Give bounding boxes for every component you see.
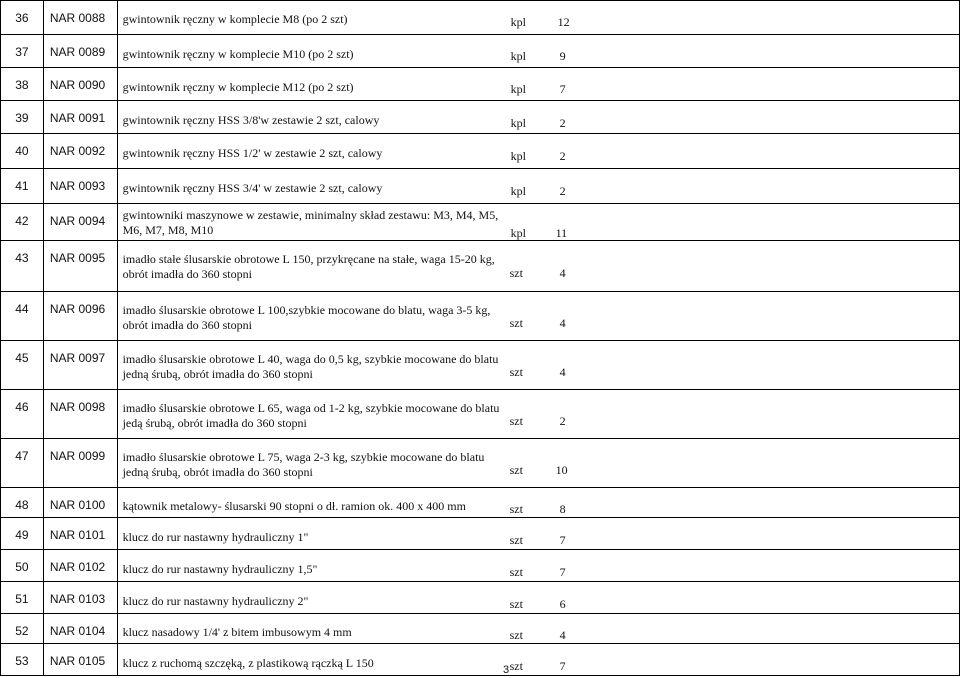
- row-number: [1, 644, 44, 676]
- item-code-text: NAR 0096: [49, 302, 106, 316]
- row-number-text: 43: [15, 251, 29, 265]
- row-number-text: 53: [15, 654, 29, 668]
- item-quantity: 7: [559, 533, 566, 547]
- item-code: [43, 101, 117, 134]
- row-number: [1, 582, 44, 614]
- item-quantity: 7: [559, 565, 566, 579]
- item-description: klucz z ruchomą szczęką, z plastikową rączką L 150: [122, 656, 374, 670]
- row-number-text: 46: [15, 400, 29, 414]
- table-row: [1, 204, 960, 241]
- item-unit: szt: [509, 565, 523, 579]
- item-code: [43, 582, 117, 614]
- item-cell: [117, 614, 959, 644]
- row-number: [1, 204, 44, 241]
- row-number-text: 45: [15, 351, 29, 365]
- row-number-text: 38: [15, 78, 29, 92]
- item-quantity: 9: [559, 49, 566, 63]
- item-cell: [117, 341, 959, 390]
- item-code-text: NAR 0098: [49, 400, 106, 414]
- table-row: [1, 341, 960, 390]
- item-description: klucz do rur nastawny hydrauliczny 2": [122, 594, 309, 608]
- item-code: [43, 550, 117, 582]
- item-unit: szt: [509, 463, 523, 477]
- table-row: [1, 68, 960, 101]
- item-unit: kpl: [510, 49, 526, 63]
- item-quantity: 4: [559, 266, 566, 280]
- item-code-text: NAR 0100: [49, 498, 106, 512]
- item-quantity: 10: [555, 463, 568, 477]
- table-row: [1, 582, 960, 614]
- item-code-text: NAR 0101: [49, 528, 106, 542]
- item-code: [43, 341, 117, 390]
- row-number-text: 49: [15, 528, 29, 542]
- table-row: [1, 1, 960, 35]
- item-unit: kpl: [510, 116, 526, 130]
- item-quantity: 11: [555, 226, 568, 240]
- item-description: imadło ślusarskie obrotowe L 100,szybkie mocowane do blatu, waga 3-5 kg, obrót imadła do 360 stopni: [122, 303, 491, 332]
- row-number: [1, 518, 44, 550]
- row-number: [1, 439, 44, 488]
- item-description: kątownik metalowy- ślusarski 90 stopni o dł. ramion ok. 400 x 400 mm: [122, 499, 466, 513]
- item-description: imadło ślusarskie obrotowe L 75, waga 2-3 kg, szybkie mocowane do blatu jedną śrubą, obrót imadła do 360 stopni: [122, 450, 485, 479]
- item-quantity: 2: [559, 414, 566, 428]
- item-code: [43, 241, 117, 292]
- row-number-text: 51: [15, 592, 29, 606]
- item-code-text: NAR 0104: [49, 624, 106, 638]
- row-number: [1, 292, 44, 341]
- item-unit: szt: [509, 628, 523, 642]
- item-unit: szt: [509, 266, 523, 280]
- table-row: [1, 390, 960, 439]
- item-code: [43, 488, 117, 518]
- table-row: [1, 292, 960, 341]
- row-number-text: 42: [15, 214, 29, 228]
- item-code-text: NAR 0105: [49, 654, 106, 668]
- item-cell: [117, 550, 959, 582]
- item-code-text: NAR 0099: [49, 449, 106, 463]
- item-code-text: NAR 0090: [49, 78, 106, 92]
- item-code: [43, 169, 117, 204]
- row-number: [1, 101, 44, 134]
- item-code: [43, 614, 117, 644]
- row-number-text: 41: [15, 179, 29, 193]
- table-row: [1, 488, 960, 518]
- item-unit: szt: [509, 316, 523, 330]
- item-code-text: NAR 0091: [49, 111, 106, 125]
- item-quantity: 6: [559, 597, 566, 611]
- row-number-text: 52: [15, 624, 29, 638]
- table-row: [1, 134, 960, 169]
- item-description: klucz do rur nastawny hydrauliczny 1,5": [122, 562, 318, 576]
- item-description: gwintowniki maszynowe w zestawie, minimalny skład zestawu: M3, M4, M5, M6, M7, M8, M10: [122, 208, 499, 237]
- item-cell: [117, 439, 959, 488]
- item-quantity: 8: [559, 502, 566, 516]
- row-number-text: 44: [15, 302, 29, 316]
- table-row: [1, 101, 960, 134]
- item-cell: [117, 390, 959, 439]
- row-number-text: 48: [15, 498, 29, 512]
- item-quantity: 4: [559, 316, 566, 330]
- row-number: [1, 488, 44, 518]
- item-cell: [117, 134, 959, 169]
- item-cell: [117, 1, 959, 35]
- table-row: [1, 644, 960, 676]
- item-description: klucz do rur nastawny hydrauliczny 1": [122, 530, 309, 544]
- item-description: gwintownik ręczny w komplecie M8 (po 2 szt): [122, 12, 348, 26]
- item-unit: kpl: [510, 226, 526, 240]
- item-code-text: NAR 0095: [49, 251, 106, 265]
- item-code: [43, 390, 117, 439]
- item-code-text: NAR 0088: [49, 11, 106, 25]
- item-description: gwintownik ręczny HSS 3/4' w zestawie 2 szt, calowy: [122, 181, 383, 195]
- item-quantity: 4: [559, 365, 566, 379]
- item-quantity: 2: [559, 149, 566, 163]
- item-code: [43, 204, 117, 241]
- item-description: gwintownik ręczny HSS 1/2' w zestawie 2 szt, calowy: [122, 146, 383, 160]
- item-cell: [117, 35, 959, 68]
- item-description: imadło stałe ślusarskie obrotowe L 150, przykręcane na stałe, waga 15-20 kg, obrót imadła do 360 stopni: [122, 252, 495, 281]
- item-code-text: NAR 0102: [49, 560, 106, 574]
- table-row: [1, 169, 960, 204]
- table-row: [1, 614, 960, 644]
- row-number-text: 40: [15, 144, 29, 158]
- item-unit: szt: [509, 502, 523, 516]
- item-code-text: NAR 0089: [49, 45, 106, 59]
- table-row: [1, 35, 960, 68]
- item-cell: [117, 68, 959, 101]
- page-number: 3: [503, 664, 510, 676]
- row-number: [1, 1, 44, 35]
- item-unit: kpl: [510, 82, 526, 96]
- item-unit: szt: [509, 365, 523, 379]
- item-code-text: NAR 0093: [49, 179, 106, 193]
- item-quantity: 4: [559, 628, 566, 642]
- item-cell: [117, 169, 959, 204]
- item-code: [43, 134, 117, 169]
- row-number-text: 37: [15, 45, 29, 59]
- item-cell: [117, 518, 959, 550]
- item-code: [43, 35, 117, 68]
- item-code: [43, 439, 117, 488]
- item-description: imadło ślusarskie obrotowe L 65, waga od 1-2 kg, szybkie mocowane do blatu jedą śrubą, obrót imadła do 360 stopni: [122, 401, 500, 430]
- row-number: [1, 390, 44, 439]
- item-cell: [117, 488, 959, 518]
- row-number: [1, 35, 44, 68]
- item-code-text: NAR 0103: [49, 592, 106, 606]
- item-quantity: 2: [559, 116, 566, 130]
- item-cell: [117, 292, 959, 341]
- item-unit: szt: [509, 659, 523, 673]
- item-unit: szt: [509, 533, 523, 547]
- item-code-text: NAR 0097: [49, 351, 106, 365]
- item-code: [43, 68, 117, 101]
- item-code-text: NAR 0092: [49, 144, 106, 158]
- item-quantity: 12: [557, 15, 570, 29]
- item-quantity: 7: [559, 659, 566, 673]
- row-number-text: 39: [15, 111, 29, 125]
- row-number-text: 50: [15, 560, 29, 574]
- item-quantity: 7: [559, 82, 566, 96]
- item-code-text: NAR 0094: [49, 214, 106, 228]
- item-code: [43, 644, 117, 676]
- row-number: [1, 169, 44, 204]
- item-description: gwintownik ręczny HSS 3/8'w zestawie 2 szt, calowy: [122, 113, 380, 127]
- item-cell: [117, 582, 959, 614]
- table-row: [1, 241, 960, 292]
- item-unit: szt: [509, 597, 523, 611]
- item-cell: [117, 101, 959, 134]
- row-number: [1, 341, 44, 390]
- item-cell: [117, 644, 959, 676]
- items-table-body: [1, 1, 960, 676]
- item-cell: [117, 241, 959, 292]
- row-number-text: 36: [15, 11, 29, 25]
- row-number: [1, 134, 44, 169]
- item-unit: szt: [509, 414, 523, 428]
- item-code: [43, 518, 117, 550]
- item-code: [43, 1, 117, 35]
- item-quantity: 2: [559, 184, 566, 198]
- item-unit: kpl: [510, 15, 526, 29]
- item-unit: kpl: [510, 149, 526, 163]
- item-unit: kpl: [510, 184, 526, 198]
- item-cell: [117, 204, 959, 241]
- row-number: [1, 550, 44, 582]
- item-description: imadło ślusarskie obrotowe L 40, waga do 0,5 kg, szybkie mocowane do blatu jedną śrubą, obrót imadła do 360 stopni: [122, 352, 499, 381]
- item-description: gwintownik ręczny w komplecie M10 (po 2 szt): [122, 47, 354, 61]
- item-description: klucz nasadowy 1/4' z bitem imbusowym 4 mm: [122, 625, 352, 639]
- item-description: gwintownik ręczny w komplecie M12 (po 2 szt): [122, 80, 354, 94]
- table-row: [1, 550, 960, 582]
- item-code: [43, 292, 117, 341]
- table-row: [1, 439, 960, 488]
- table-row: [1, 518, 960, 550]
- row-number: [1, 614, 44, 644]
- row-number-text: 47: [15, 449, 29, 463]
- row-number: [1, 241, 44, 292]
- row-number: [1, 68, 44, 101]
